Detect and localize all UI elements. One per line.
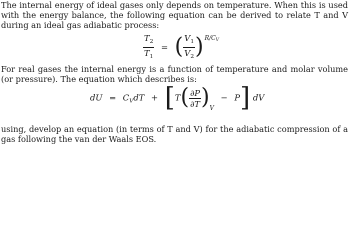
partial-derivative: $\frac{\partial P}{\partial T}$ bbox=[190, 87, 201, 109]
task-paragraph: using, develop an equation (in terms of T and V) for the adiabatic compression of a gas following the van der Waals EOS. bbox=[1, 124, 348, 144]
internal-energy-equation: dU = $C_VdT + [T$( $\frac{\partial P}{\partial T}$ )$_V - P$] dV bbox=[90, 83, 265, 113]
real-gas-paragraph: For real gases the internal energy is a function of temperature and molar volume (or pressure). The equation which describes is: bbox=[1, 64, 348, 84]
temperature-ratio: $\frac{T_2}{T_1}$ bbox=[144, 33, 154, 60]
volume-ratio: $\frac{V_1}{V_2}$ bbox=[184, 33, 195, 60]
equals-sign: = bbox=[160, 42, 168, 52]
exponent: R/CV bbox=[204, 35, 220, 43]
ideal-gas-adiabatic-equation: $\frac{T_2}{T_1}$ = ( $\frac{V_1}{V_2}$ )$^{R/CV}$ bbox=[144, 33, 220, 60]
intro-paragraph: The internal energy of ideal gases only depends on temperature. When this is used with the energy balance, the following equation can be derived to relate T and V during an ideal gas adiabatic process: bbox=[1, 0, 348, 30]
